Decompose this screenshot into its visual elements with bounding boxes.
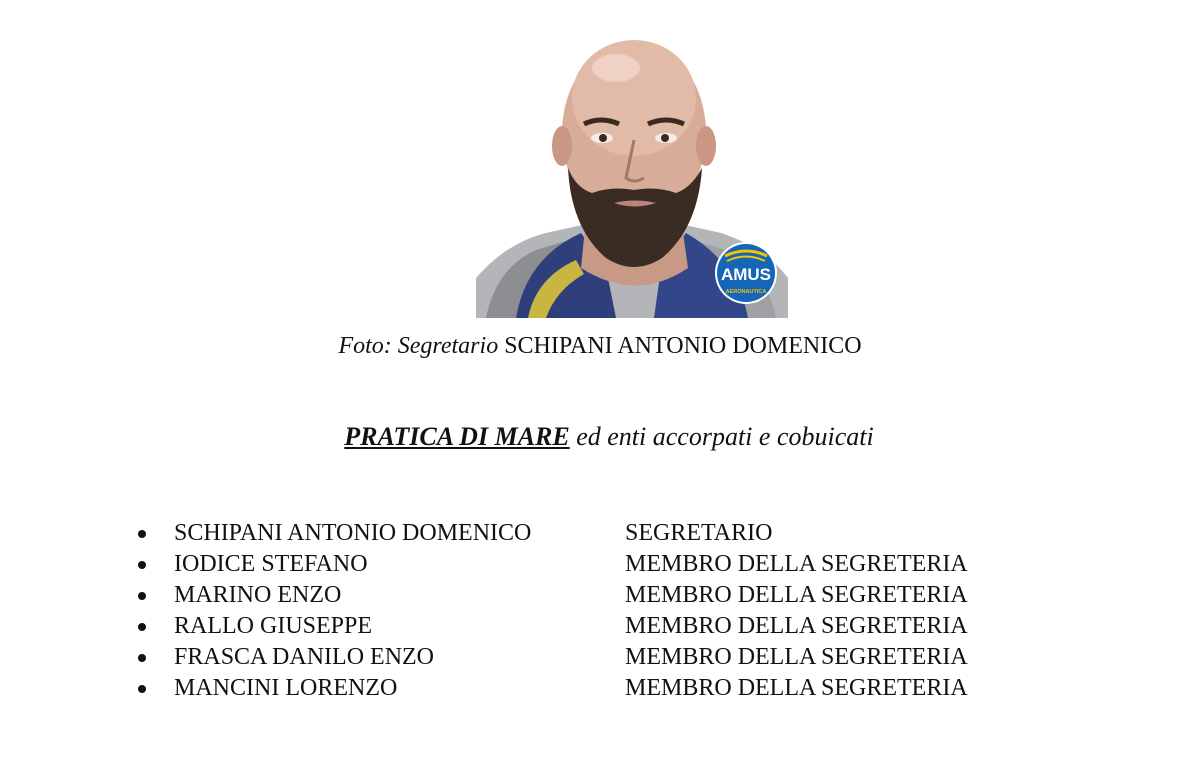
bullet-icon (138, 685, 146, 693)
member-name: MANCINI LORENZO (174, 675, 398, 701)
caption-name: SCHIPANI ANTONIO DOMENICO (504, 333, 862, 359)
section-heading (0, 422, 1200, 452)
member-name: FRASCA DANILO ENZO (174, 644, 435, 670)
member-role: MEMBRO DELLA SEGRETERIA (625, 675, 968, 701)
heading-rest: ed enti accorpati e cobuicati (576, 422, 874, 451)
member-name: MARINO ENZO (174, 582, 342, 608)
caption-label: Foto: Segretario (338, 333, 499, 359)
bullet-icon (138, 623, 146, 631)
member-role: SEGRETARIO (625, 520, 773, 546)
member-name: RALLO GIUSEPPE (174, 613, 373, 639)
amus-logo-icon (713, 240, 779, 306)
member-role: MEMBRO DELLA SEGRETERIA (625, 551, 968, 577)
member-role: MEMBRO DELLA SEGRETERIA (625, 582, 968, 608)
member-role: MEMBRO DELLA SEGRETERIA (625, 613, 968, 639)
member-name: SCHIPANI ANTONIO DOMENICO (174, 520, 532, 546)
amus-logo (713, 240, 779, 306)
bullet-icon (138, 530, 146, 538)
logo-subtext: AERONAUTICA (725, 289, 767, 295)
bullet-icon (138, 654, 146, 662)
member-role: MEMBRO DELLA SEGRETERIA (625, 644, 968, 670)
member-name: IODICE STEFANO (174, 551, 368, 577)
photo-caption (0, 333, 1200, 360)
bullet-icon (138, 592, 146, 600)
heading-place: PRATICA DI MARE (344, 422, 570, 451)
logo-text: AMUS (720, 265, 772, 284)
bullet-icon (138, 561, 146, 569)
